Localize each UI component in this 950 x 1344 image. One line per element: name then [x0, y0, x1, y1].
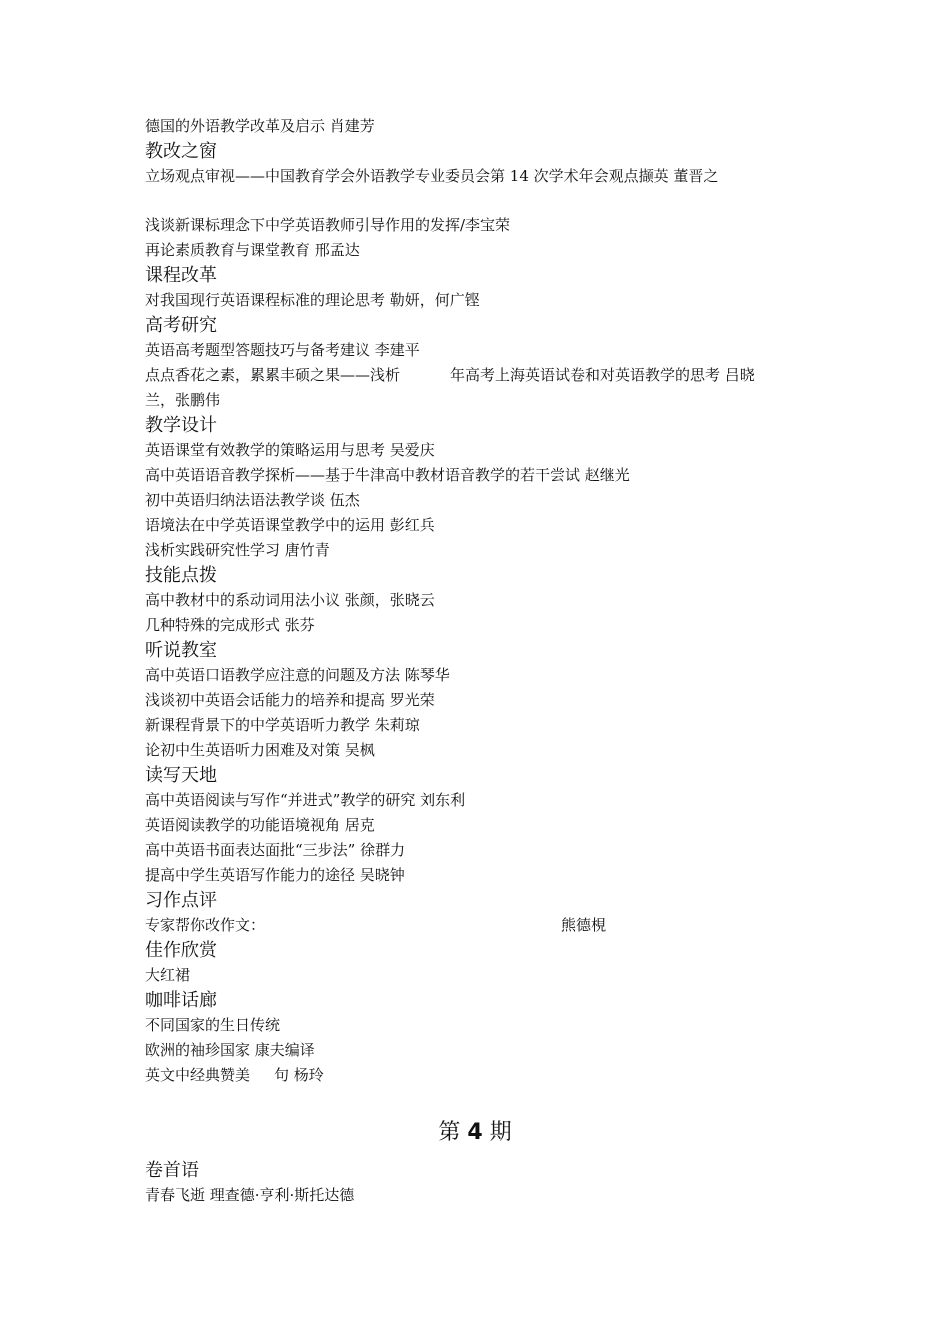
- toc-entry: 几种特殊的完成形式 张芬: [145, 616, 315, 634]
- section-heading: 课程改革: [145, 265, 217, 286]
- toc-entry-part: 专家帮你改作文：: [145, 916, 266, 934]
- toc-entry: 不同国家的生日传统: [145, 1016, 281, 1034]
- toc-entry: 德国的外语教学改革及启示 肖建芳: [145, 117, 375, 135]
- section-heading: 技能点拨: [145, 565, 217, 586]
- section-heading: 高考研究: [145, 315, 217, 336]
- toc-entry-part: 句 杨玲: [274, 1066, 324, 1084]
- toc-page: [145, 114, 825, 1088]
- toc-entry: 高中英语阅读与写作“并进式”教学的研究 刘东利: [145, 791, 466, 809]
- toc-entry: 高中教材中的系动词用法小议 张颜，张晓云: [145, 591, 435, 609]
- issue4-toc: [145, 1158, 825, 1208]
- toc-entry: 青春飞逝 理查德·亨利·斯托达德: [145, 1186, 355, 1204]
- toc-entry: 论初中生英语听力困难及对策 吴枫: [145, 741, 375, 759]
- toc-entry: 初中英语归纳法语法教学谈 伍杰: [145, 491, 360, 509]
- toc-entry-continuation: 兰，张鹏伟: [145, 391, 221, 409]
- section-heading: 卷首语: [145, 1160, 199, 1181]
- toc-entry: [145, 363, 825, 388]
- section-heading: 佳作欣赏: [145, 940, 217, 961]
- toc-entry: [145, 1063, 825, 1088]
- toc-entry: 浅谈初中英语会话能力的培养和提高 罗光荣: [145, 691, 435, 709]
- toc-entry: 高中英语书面表达面批“三步法” 徐群力: [145, 841, 406, 859]
- toc-entry-part: 年高考上海英语试卷和对英语教学的思考 吕晓: [450, 366, 755, 384]
- issue-heading: [0, 1118, 950, 1148]
- section-heading: 习作点评: [145, 890, 217, 911]
- toc-entry-part: 点点香花之素，累累丰硕之果——浅析: [145, 366, 401, 384]
- toc-entry: 提高中学生英语写作能力的途径 吴晓钟: [145, 866, 405, 884]
- toc-entry: 立场观点审视——中国教育学会外语教学专业委员会第 14 次学术年会观点撷英 董晋之: [145, 167, 719, 185]
- toc-entry: 英语课堂有效教学的策略运用与思考 吴爱庆: [145, 441, 435, 459]
- toc-entry: 高中英语语音教学探析——基于牛津高中教材语音教学的若干尝试 赵继光: [145, 466, 630, 484]
- toc-entry: 英语阅读教学的功能语境视角 居克: [145, 816, 375, 834]
- section-heading: 读写天地: [145, 765, 217, 786]
- toc-entry-part: 英文中经典赞美: [145, 1066, 251, 1084]
- toc-entry: [145, 913, 825, 938]
- toc-entry: 浅析实践研究性学习 唐竹青: [145, 541, 330, 559]
- toc-entry: 对我国现行英语课程标准的理论思考 勒妍，何广铿: [145, 291, 480, 309]
- toc-entry: 浅谈新课标理念下中学英语教师引导作用的发挥/李宝荣: [145, 216, 511, 234]
- toc-entry: 再论素质教育与课堂教育 邢孟达: [145, 241, 360, 259]
- section-heading: 咖啡话廊: [145, 990, 217, 1011]
- section-heading: 教学设计: [145, 415, 217, 436]
- toc-entry: 高中英语口语教学应注意的问题及方法 陈琴华: [145, 666, 450, 684]
- toc-entry-author: 熊德梘: [561, 916, 607, 934]
- section-heading: 教改之窗: [145, 141, 217, 162]
- issue-prefix: 第: [438, 1120, 461, 1145]
- toc-entry: 大红裙: [145, 966, 191, 984]
- issue-suffix: 期: [489, 1120, 512, 1145]
- issue-number: 4: [467, 1120, 483, 1145]
- section-heading: 听说教室: [145, 640, 217, 661]
- blank-line: [145, 189, 825, 213]
- toc-entry: 英语高考题型答题技巧与备考建议 李建平: [145, 341, 420, 359]
- toc-entry: 语境法在中学英语课堂教学中的运用 彭红兵: [145, 516, 435, 534]
- toc-entry: 新课程背景下的中学英语听力教学 朱莉琼: [145, 716, 420, 734]
- toc-entry: 欧洲的袖珍国家 康夫编译: [145, 1041, 315, 1059]
